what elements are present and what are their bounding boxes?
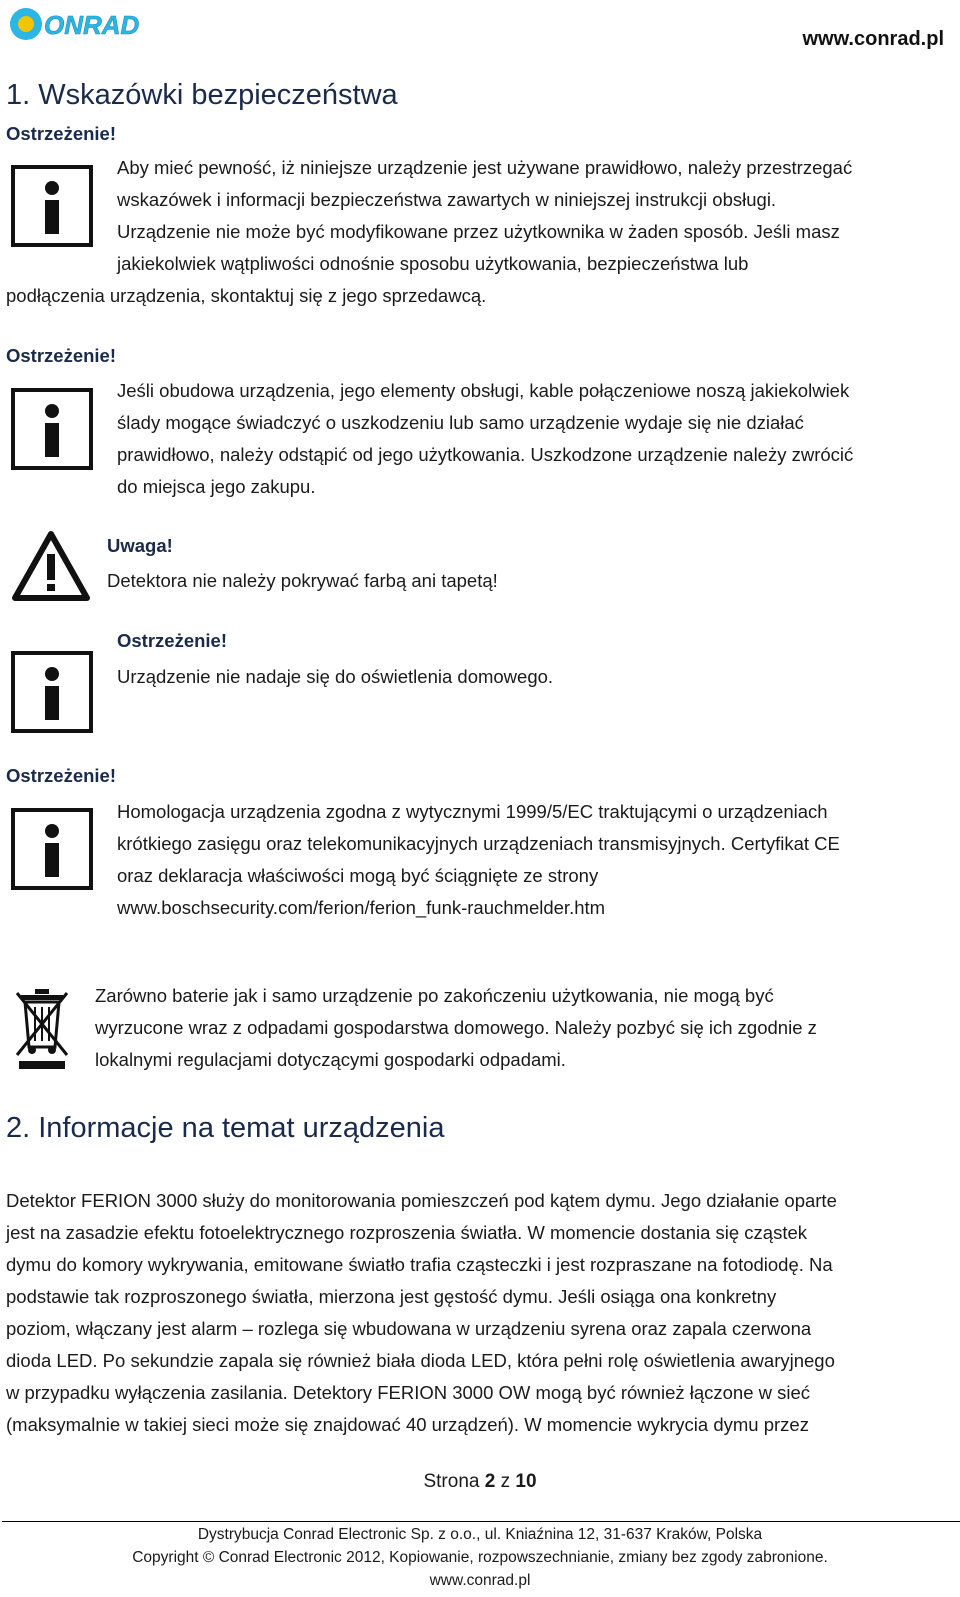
warning-label: Ostrzeżenie!	[6, 345, 117, 366]
block1-line: podłączenia urządzenia, skontaktuj się z jego sprzedawcą.	[6, 285, 487, 306]
conrad-logo	[6, 4, 166, 44]
section-2-heading: 2. Informacje na temat urządzenia	[6, 1112, 445, 1144]
info-icon	[11, 808, 93, 890]
block6-line: Zarówno baterie jak i samo urządzenie po zakończeniu użytkowania, nie mogą być	[95, 985, 774, 1006]
page-number	[0, 1471, 960, 1493]
block1-line: wskazówek i informacji bezpieczeństwa zawartych w niniejszej instrukcji obsługi.	[117, 189, 777, 210]
block3-line: Detektora nie należy pokrywać farbą ani tapetą!	[107, 570, 498, 591]
footer-url: www.conrad.pl	[429, 1572, 531, 1589]
block2-line: do miejsca jego zakupu.	[117, 476, 316, 497]
section2-line: dioda LED. Po sekundzie zapala się również biała dioda LED, która pełni rolę oświetlenia awaryjnego	[6, 1350, 835, 1371]
block2-line: prawidłowo, należy odstąpić od jego użytkowania. Uszkodzone urządzenie należy zwrócić	[117, 444, 854, 465]
section-1-heading: 1. Wskazówki bezpieczeństwa	[6, 79, 398, 111]
info-icon	[11, 388, 93, 470]
page-prefix: Strona	[423, 1471, 485, 1492]
block2-line: ślady mogące świadczyć o uszkodzeniu lub samo urządzenie wydaje się nie działać	[117, 412, 804, 433]
section2-line: w przypadku wyłączenia zasilania. Detektory FERION 3000 OW mogą być również łączone w sieć	[6, 1382, 811, 1403]
info-icon	[11, 165, 93, 247]
block1-line: Aby mieć pewność, iż niniejsze urządzenie jest używane prawidłowo, należy przestrzegać	[117, 157, 853, 178]
block2-line: Jeśli obudowa urządzenia, jego elementy obsługi, kable połączeniowe noszą jakiekolwiek	[117, 380, 850, 401]
block1-line: Urządzenie nie może być modyfikowane przez użytkownika w żaden sposób. Jeśli masz	[117, 221, 840, 242]
svg-text:ONRAD: ONRAD	[44, 10, 140, 40]
block5-line: www.boschsecurity.com/ferion/ferion_funk-rauchmelder.htm	[117, 897, 606, 918]
info-icon	[11, 651, 93, 733]
crossed-out-bin-icon	[13, 985, 71, 1071]
section2-line: poziom, włączany jest alarm – rozlega się wbudowana w urządzeniu syrena oraz zapala czerwona	[6, 1318, 812, 1339]
warning-label: Ostrzeżenie!	[117, 630, 228, 651]
page-total: 10	[515, 1471, 537, 1492]
block5-line: oraz deklaracja właściwości mogą być ściągnięte ze strony	[117, 865, 599, 886]
warning-label: Ostrzeżenie!	[6, 765, 117, 786]
block4-line: Urządzenie nie nadaje się do oświetlenia domowego.	[117, 666, 554, 687]
footer-copyright: Copyright © Conrad Electronic 2012, Kopiowanie, rozpowszechnianie, zmiany bez zgody zabronione.	[132, 1549, 828, 1566]
header-site-url: www.conrad.pl	[802, 28, 944, 50]
section2-line: dymu do komory wykrywania, emitowane światło trafia cząsteczki i jest rozpraszane na fotodiodę. Na	[6, 1254, 833, 1275]
footer-divider	[2, 1521, 960, 1522]
section2-line: (maksymalnie w takiej sieci może się znajdować 40 urządzeń). W momencie wykrycia dymu przez	[6, 1414, 809, 1435]
footer-distributor: Dystrybucja Conrad Electronic Sp. z o.o., ul. Kniaźnina 12, 31-637 Kraków, Polska	[197, 1526, 763, 1543]
block1-line: jakiekolwiek wątpliwości odnośnie sposobu użytkowania, bezpieczeństwa lub	[117, 253, 749, 274]
section2-line: podstawie tak rozproszonego światła, mierzona jest gęstość dymu. Jeśli osiąga ona konkretny	[6, 1286, 777, 1307]
block5-line: krótkiego zasięgu oraz telekomunikacyjnych urządzeniach transmisyjnych. Certyfikat CE	[117, 833, 840, 854]
warning-label: Ostrzeżenie!	[6, 123, 117, 144]
block5-line: Homologacja urządzenia zgodna z wytycznymi 1999/5/EC traktującymi o urządzeniach	[117, 801, 828, 822]
block6-line: lokalnymi regulacjami dotyczącymi gospodarki odpadami.	[95, 1049, 566, 1070]
section2-line: jest na zasadzie efektu fotoelektrycznego rozproszenia światła. W momencie dostania się cząstek	[6, 1222, 808, 1243]
page-current: 2	[484, 1471, 496, 1492]
caution-label: Uwaga!	[107, 535, 173, 556]
page-sep: z	[495, 1471, 516, 1492]
section2-line: Detektor FERION 3000 służy do monitorowania pomieszczeń pod kątem dymu. Jego działanie oparte	[6, 1190, 837, 1211]
block6-line: wyrzucone wraz z odpadami gospodarstwa domowego. Należy pozbyć się ich zgodnie z	[95, 1017, 817, 1038]
caution-triangle-icon	[11, 530, 91, 602]
